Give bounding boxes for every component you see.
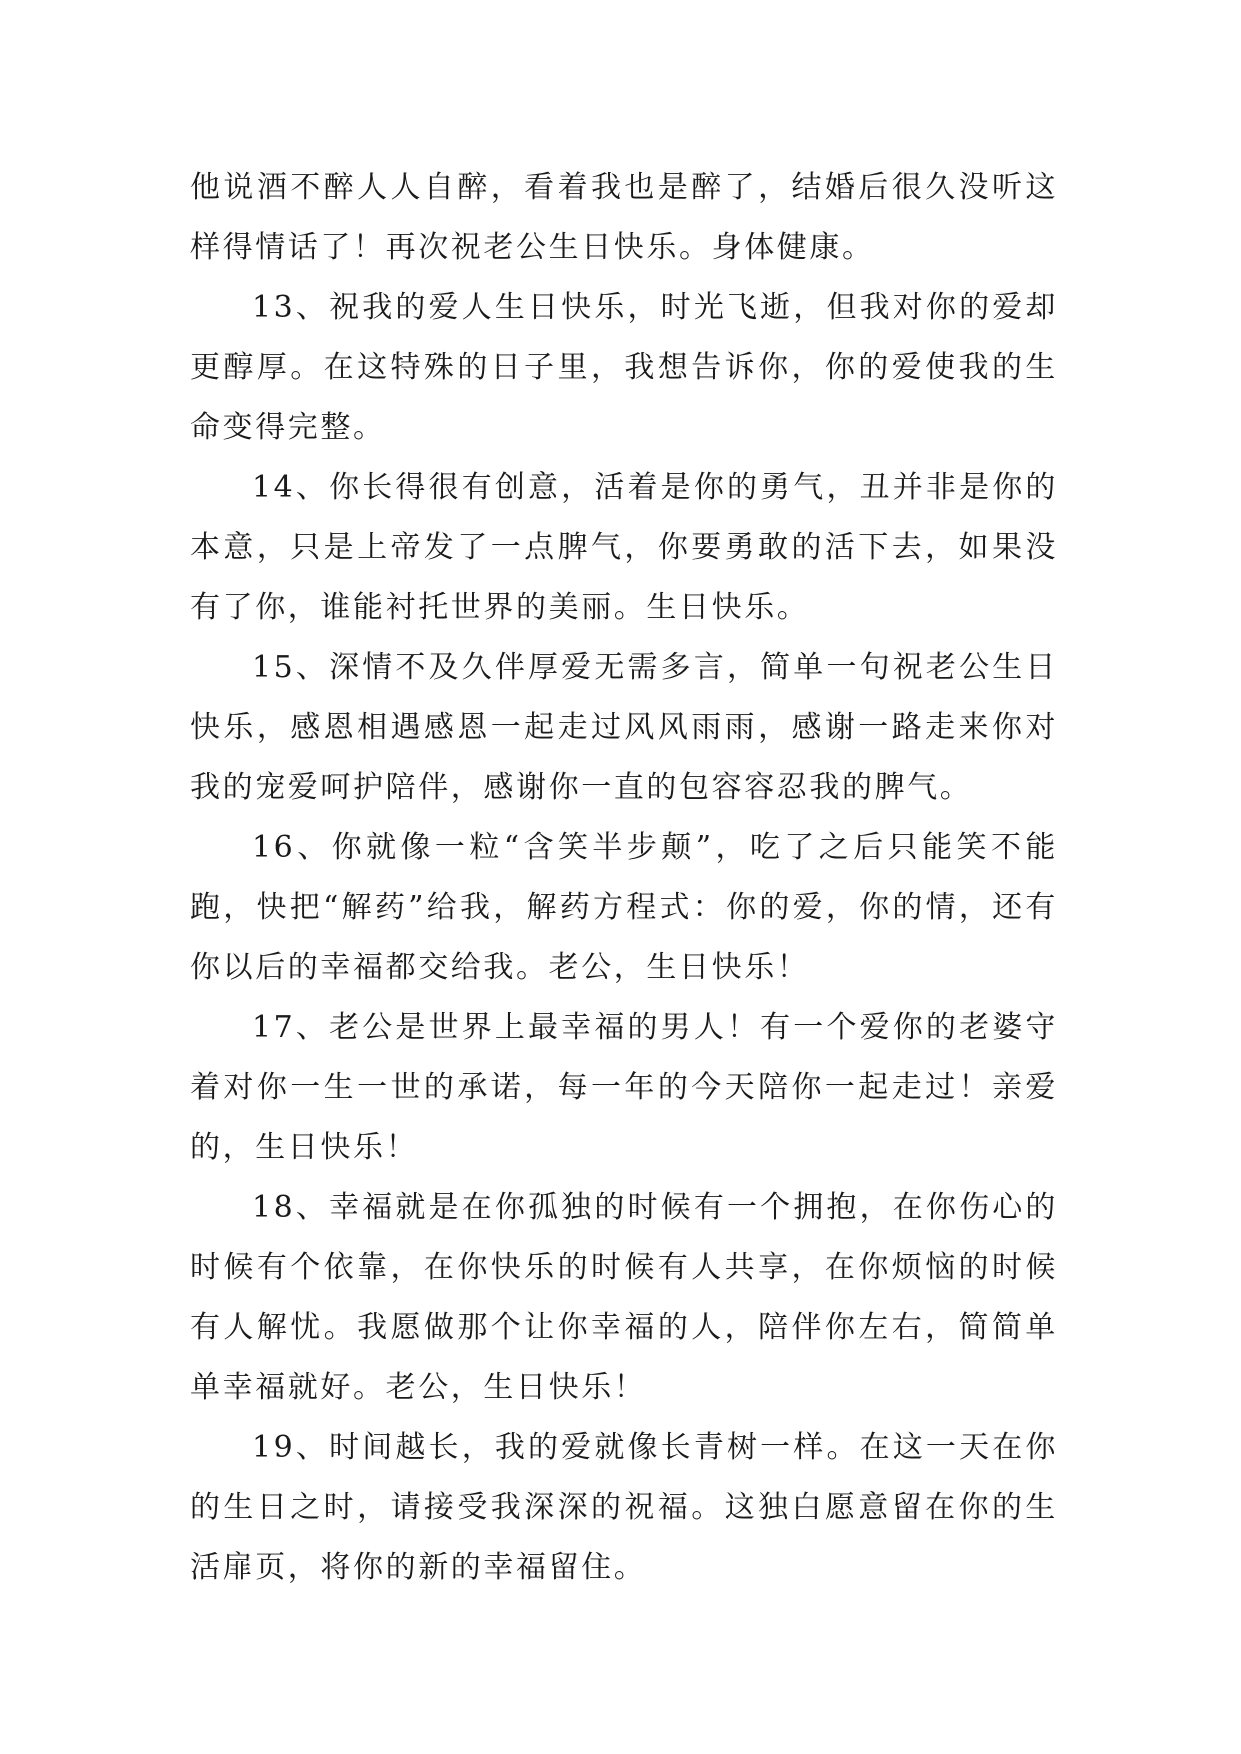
document-body <box>190 158 1058 1598</box>
paragraph-continuation: 他说酒不醉人人自醉，看着我也是醉了，结婚后很久没听这样得情话了！再次祝老公生日快乐。身体健康。 <box>190 170 1058 265</box>
paragraph-item-19: 19、时间越长，我的爱就像长青树一样。在这一天在你的生日之时，请接受我深深的祝福。这独白愿意留在你的生活扉页，将你的新的幸福留住。 <box>190 1430 1058 1585</box>
paragraph-item-15: 15、深情不及久伴厚爱无需多言，简单一句祝老公生日快乐，感恩相遇感恩一起走过风风雨雨，感谢一路走来你对我的宠爱呵护陪伴，感谢你一直的包容容忍我的脾气。 <box>190 650 1058 805</box>
paragraph-item-17: 17、老公是世界上最幸福的男人！有一个爱你的老婆守着对你一生一世的承诺，每一年的今天陪你一起走过！亲爱的，生日快乐！ <box>190 1010 1058 1165</box>
paragraph-item-16: 16、你就像一粒“含笑半步颠”，吃了之后只能笑不能跑，快把“解药”给我，解药方程式：你的爱，你的情，还有你以后的幸福都交给我。老公，生日快乐！ <box>190 830 1058 985</box>
paragraph-item-18: 18、幸福就是在你孤独的时候有一个拥抱，在你伤心的时候有个依靠，在你快乐的时候有人共享，在你烦恼的时候有人解忧。我愿做那个让你幸福的人，陪伴你左右，简简单单幸福就好。老公，生日快乐！ <box>190 1190 1058 1405</box>
paragraph-item-13: 13、祝我的爱人生日快乐，时光飞逝，但我对你的爱却更醇厚。在这特殊的日子里，我想告诉你，你的爱使我的生命变得完整。 <box>190 290 1058 445</box>
paragraph-item-14: 14、你长得很有创意，活着是你的勇气，丑并非是你的本意，只是上帝发了一点脾气，你要勇敢的活下去，如果没有了你，谁能衬托世界的美丽。生日快乐。 <box>190 470 1058 625</box>
